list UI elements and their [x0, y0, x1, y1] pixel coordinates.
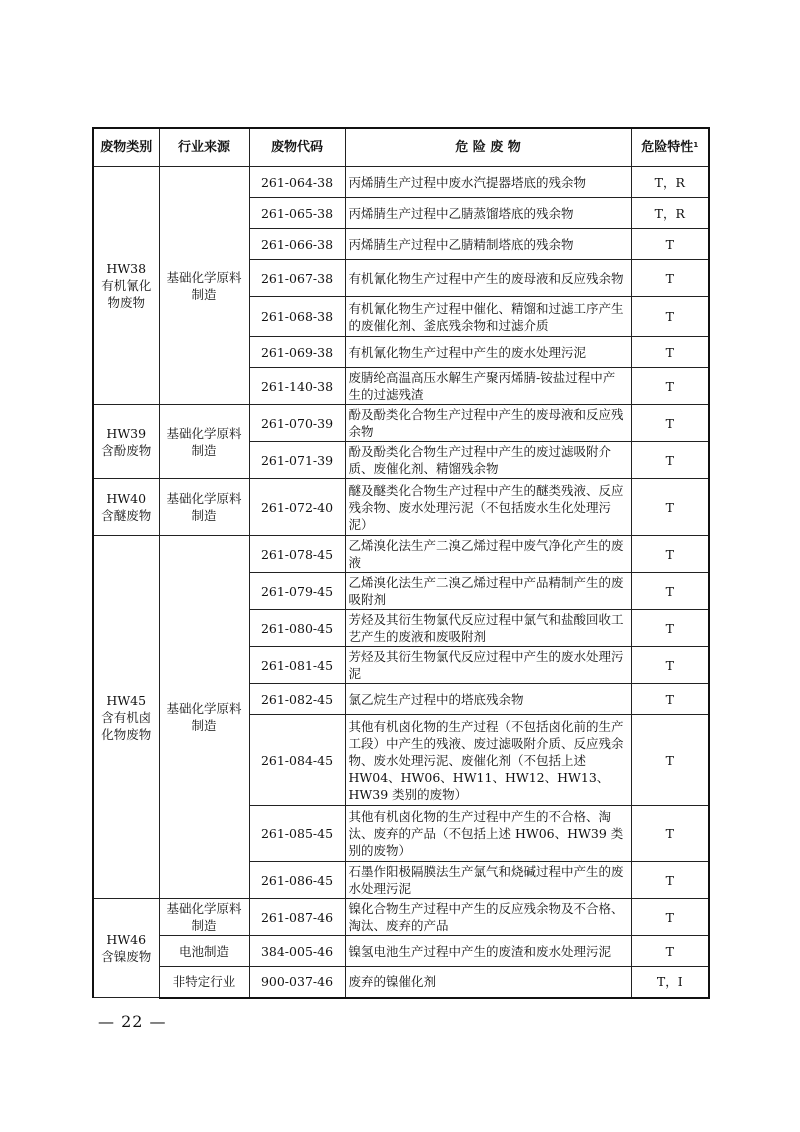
waste-description: 芳烃及其衍生物氯代反应过程中氯气和盐酸回收工艺产生的废液和废吸附剂 [345, 610, 631, 647]
industry-cell: 基础化学原料 制造 [159, 899, 249, 936]
category-cell-hw39: HW39 含酚废物 [93, 405, 159, 479]
table-row [93, 936, 709, 967]
hazard-property: T [631, 337, 709, 368]
waste-code: 384-005-46 [249, 936, 345, 967]
hazard-property: T [631, 573, 709, 610]
hazard-property: T，R [631, 167, 709, 198]
header-code: 废物代码 [249, 128, 345, 167]
hazard-property: T [631, 368, 709, 405]
waste-code: 900-037-46 [249, 967, 345, 998]
hazard-property: T，I [631, 967, 709, 998]
waste-description: 镍氢电池生产过程中产生的废渣和废水处理污泥 [345, 936, 631, 967]
waste-code: 261-084-45 [249, 715, 345, 806]
waste-description: 废腈纶高温高压水解生产聚丙烯腈-铵盐过程中产生的过滤残渣 [345, 368, 631, 405]
waste-code: 261-082-45 [249, 684, 345, 715]
header-industry: 行业来源 [159, 128, 249, 167]
waste-code: 261-080-45 [249, 610, 345, 647]
hazard-property: T [631, 536, 709, 573]
waste-description: 芳烃及其衍生物氯代反应过程中产生的废水处理污泥 [345, 647, 631, 684]
hazard-property: T [631, 405, 709, 442]
waste-code: 261-068-38 [249, 297, 345, 337]
hazard-property: T [631, 806, 709, 862]
industry-cell: 电池制造 [159, 936, 249, 967]
hazard-property: T [631, 229, 709, 260]
hazard-property: T [631, 297, 709, 337]
hazard-property: T [631, 936, 709, 967]
waste-code: 261-140-38 [249, 368, 345, 405]
waste-description: 丙烯腈生产过程中乙腈精制塔底的残余物 [345, 229, 631, 260]
industry-cell-hw45: 基础化学原料 制造 [159, 536, 249, 899]
hazard-property: T [631, 715, 709, 806]
page-number: — 22 — [98, 1012, 167, 1031]
waste-description: 乙烯溴化法生产二溴乙烯过程中废气净化产生的废液 [345, 536, 631, 573]
waste-description: 氯乙烷生产过程中的塔底残余物 [345, 684, 631, 715]
table-header-row [93, 128, 709, 167]
table-row [93, 479, 709, 536]
waste-description: 有机氰化物生产过程中催化、精馏和过滤工序产生的废催化剂、釜底残余物和过滤介质 [345, 297, 631, 337]
table-row [93, 899, 709, 936]
industry-cell-hw38: 基础化学原料 制造 [159, 167, 249, 405]
waste-description: 丙烯腈生产过程中乙腈蒸馏塔底的残余物 [345, 198, 631, 229]
hazard-property: T [631, 260, 709, 297]
table-row [93, 167, 709, 198]
waste-description: 其他有机卤化物的生产过程（不包括卤化前的生产工段）中产生的残液、废过滤吸附介质、反应残余物、废水处理污泥、废催化剂（不包括上述HW04、HW06、HW11、HW12、HW13、HW39 类别的废物） [345, 715, 631, 806]
table-row [93, 536, 709, 573]
hazard-property: T [631, 899, 709, 936]
table-row [93, 967, 709, 998]
waste-code: 261-085-45 [249, 806, 345, 862]
waste-code: 261-069-38 [249, 337, 345, 368]
hazardous-waste-table [92, 127, 710, 999]
waste-description: 醚及醚类化合物生产过程中产生的醚类残液、反应残余物、废水处理污泥（不包括废水生化处理污泥） [345, 479, 631, 536]
header-property: 危险特性$^1$ [631, 128, 709, 167]
header-waste: 危 险 废 物 [345, 128, 631, 167]
waste-code: 261-070-39 [249, 405, 345, 442]
waste-description: 酚及酚类化合物生产过程中产生的废母液和反应残余物 [345, 405, 631, 442]
waste-code: 261-064-38 [249, 167, 345, 198]
waste-description: 酚及酚类化合物生产过程中产生的废过滤吸附介质、废催化剂、精馏残余物 [345, 442, 631, 479]
footnote-marker: 1 [693, 141, 699, 149]
industry-cell-hw40: 基础化学原料 制造 [159, 479, 249, 536]
waste-description: 丙烯腈生产过程中废水汽提器塔底的残余物 [345, 167, 631, 198]
waste-code: 261-081-45 [249, 647, 345, 684]
waste-description: 乙烯溴化法生产二溴乙烯过程中产品精制产生的废吸附剂 [345, 573, 631, 610]
category-cell-hw40: HW40 含醚废物 [93, 479, 159, 536]
header-category: 废物类别 [93, 128, 159, 167]
hazard-property: T，R [631, 198, 709, 229]
waste-code: 261-067-38 [249, 260, 345, 297]
waste-description: 有机氰化物生产过程中产生的废母液和反应残余物 [345, 260, 631, 297]
industry-cell-hw39: 基础化学原料 制造 [159, 405, 249, 479]
hazard-property: T [631, 610, 709, 647]
waste-code: 261-065-38 [249, 198, 345, 229]
waste-description: 镍化合物生产过程中产生的反应残余物及不合格、淘汰、废弃的产品 [345, 899, 631, 936]
hazard-property: T [631, 684, 709, 715]
category-cell-hw46: HW46 含镍废物 [93, 899, 159, 998]
waste-code: 261-078-45 [249, 536, 345, 573]
hazard-property: T [631, 647, 709, 684]
waste-code: 261-066-38 [249, 229, 345, 260]
waste-description: 废弃的镍催化剂 [345, 967, 631, 998]
waste-description: 其他有机卤化物的生产过程中产生的不合格、淘汰、废弃的产品（不包括上述 HW06、HW39 类别的废物） [345, 806, 631, 862]
table-row [93, 405, 709, 442]
industry-cell: 非特定行业 [159, 967, 249, 998]
waste-code: 261-072-40 [249, 479, 345, 536]
hazard-property: T [631, 862, 709, 899]
hazard-property: T [631, 479, 709, 536]
waste-code: 261-087-46 [249, 899, 345, 936]
waste-description: 石墨作阳极隔膜法生产氯气和烧碱过程中产生的废水处理污泥 [345, 862, 631, 899]
waste-code: 261-079-45 [249, 573, 345, 610]
category-cell-hw45: HW45 含有机卤 化物废物 [93, 536, 159, 899]
waste-description: 有机氰化物生产过程中产生的废水处理污泥 [345, 337, 631, 368]
category-cell-hw38: HW38 有机氰化 物废物 [93, 167, 159, 405]
waste-code: 261-071-39 [249, 442, 345, 479]
hazard-property: T [631, 442, 709, 479]
waste-code: 261-086-45 [249, 862, 345, 899]
